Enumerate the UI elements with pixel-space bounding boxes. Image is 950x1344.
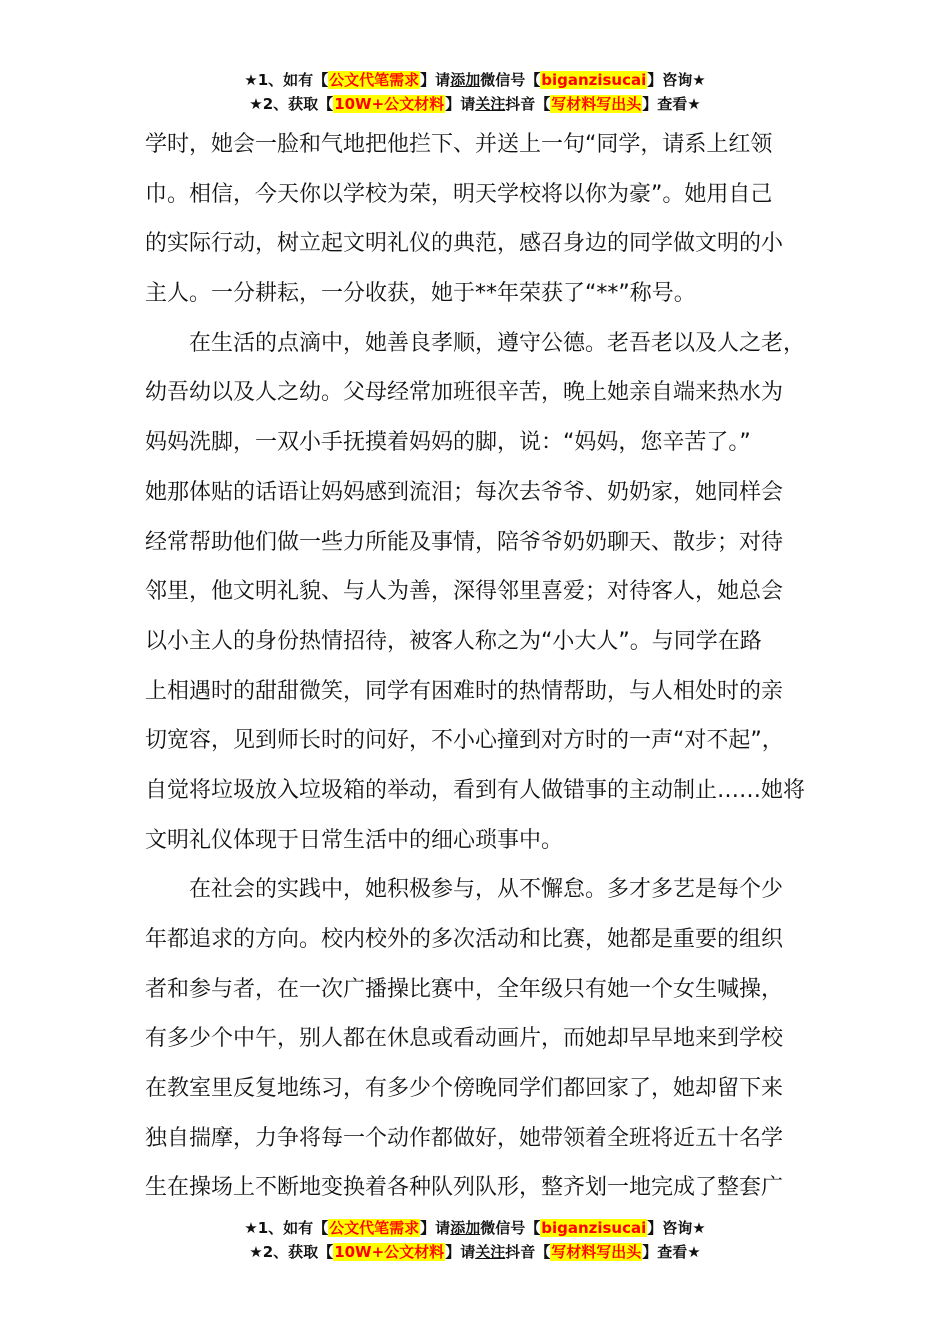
body-line: 幼吾幼以及人之幼。父母经常加班很辛苦，晚上她亲自端来热水为 [145,380,784,406]
body-line: 在教室里反复地练习，有多少个傍晚同学们都回家了，她却留下来 [145,1076,784,1102]
body-line: 独自揣摩，力争将每一个动作都做好，她带领着全班将近五十名学 [145,1125,784,1151]
body-line: 以小主人的身份热情招待，被客人称之为“小大人”。与同学在路 [145,628,762,654]
body-line: 文明礼仪体现于日常生活中的细心琐事中。 [145,827,564,853]
banner-text: 】查看★ [642,95,701,113]
document-body [145,120,835,1213]
banner-line-2 [0,1240,950,1264]
banner-text: 抖音【 [505,1243,551,1261]
body-line: 学时，她会一脸和气地把他拦下、并送上一句“同学，请系上红领 [145,132,773,157]
banner-text: ★1、如有【 [244,71,329,89]
body-line: 切宽容，见到师长时的问好，不小心撞到对方时的一声“对不起”， [145,728,784,754]
banner-text: 】请 [420,1219,451,1237]
body-line: 者和参与者，在一次广播操比赛中，全年级只有她一个女生喊操， [145,976,784,1002]
highlight-wechat-id: biganzisucai [541,71,647,89]
banner-text: 】请 [445,1243,476,1261]
banner-text: 抖音【 [505,95,551,113]
banner-text: 微信号【 [480,71,541,89]
banner-text: 】请 [420,71,451,89]
underlined-add: 添加 [450,71,481,89]
highlight-wechat-id: biganzisucai [541,1219,647,1237]
body-line: 她那体贴的话语让妈妈感到流泪；每次去爷爷、奶奶家，她同样会 [145,479,784,505]
body-line: 自觉将垃圾放入垃圾箱的举动，看到有人做错事的主动制止……她将 [145,777,806,803]
body-line: 生在操场上不断地变换着各种队列队形，整齐划一地完成了整套广 [145,1175,784,1201]
highlight-douyin-account: 写材料写出头 [551,1243,642,1261]
body-line: 邻里，他文明礼貌、与人为善，深得邻里喜爱；对待客人，她总会 [145,579,784,605]
highlight-service: 公文代笔需求 [329,1219,420,1237]
banner-text: ★2、获取【 [249,95,334,113]
body-line: 在社会的实践中，她积极参与，从不懈怠。多才多艺是每个少 [145,877,784,903]
body-line: 巾。相信，今天你以学校为荣，明天学校将以你为豪”。她用自己 [145,181,773,207]
highlight-materials: 10W+公文材料 [334,1243,445,1261]
body-line: 妈妈洗脚，一双小手抚摸着妈妈的脚，说：“妈妈，您辛苦了。” [145,430,751,456]
body-line: 的实际行动，树立起文明礼仪的典范，感召身边的同学做文明的小 [145,231,784,257]
body-line: 年都追求的方向。校内校外的多次活动和比赛，她都是重要的组织 [145,927,784,952]
banner-text: ★1、如有【 [244,1219,329,1237]
footer-banner [0,1216,950,1264]
banner-text: 微信号【 [480,1219,541,1237]
banner-text: ★2、获取【 [249,1243,334,1261]
underlined-add: 添加 [450,1219,481,1237]
banner-text: 】请 [445,95,476,113]
highlight-douyin-account: 写材料写出头 [551,95,642,113]
banner-line-1 [0,1216,950,1240]
banner-line-2 [0,92,950,116]
highlight-materials: 10W+公文材料 [334,95,445,113]
highlight-service: 公文代笔需求 [329,71,420,89]
banner-text: 】查看★ [642,1243,701,1261]
body-line: 有多少个中午，别人都在休息或看动画片，而她却早早地来到学校 [145,1026,784,1052]
underlined-follow: 关注 [475,1243,506,1261]
body-line: 主人。一分耕耘，一分收获，她于**年荣获了“**”称号。 [145,281,696,307]
banner-line-1 [0,68,950,92]
banner-text: 】咨询★ [647,71,706,89]
body-line: 经常帮助他们做一些力所能及事情，陪爷爷奶奶聊天、散步；对待 [145,529,784,555]
header-banner [0,68,950,116]
banner-text: 】咨询★ [647,1219,706,1237]
body-line: 在生活的点滴中，她善良孝顺，遵守公德。老吾老以及人之老， [145,330,806,356]
body-line: 上相遇时的甜甜微笑，同学有困难时的热情帮助，与人相处时的亲 [145,678,784,704]
underlined-follow: 关注 [475,95,506,113]
